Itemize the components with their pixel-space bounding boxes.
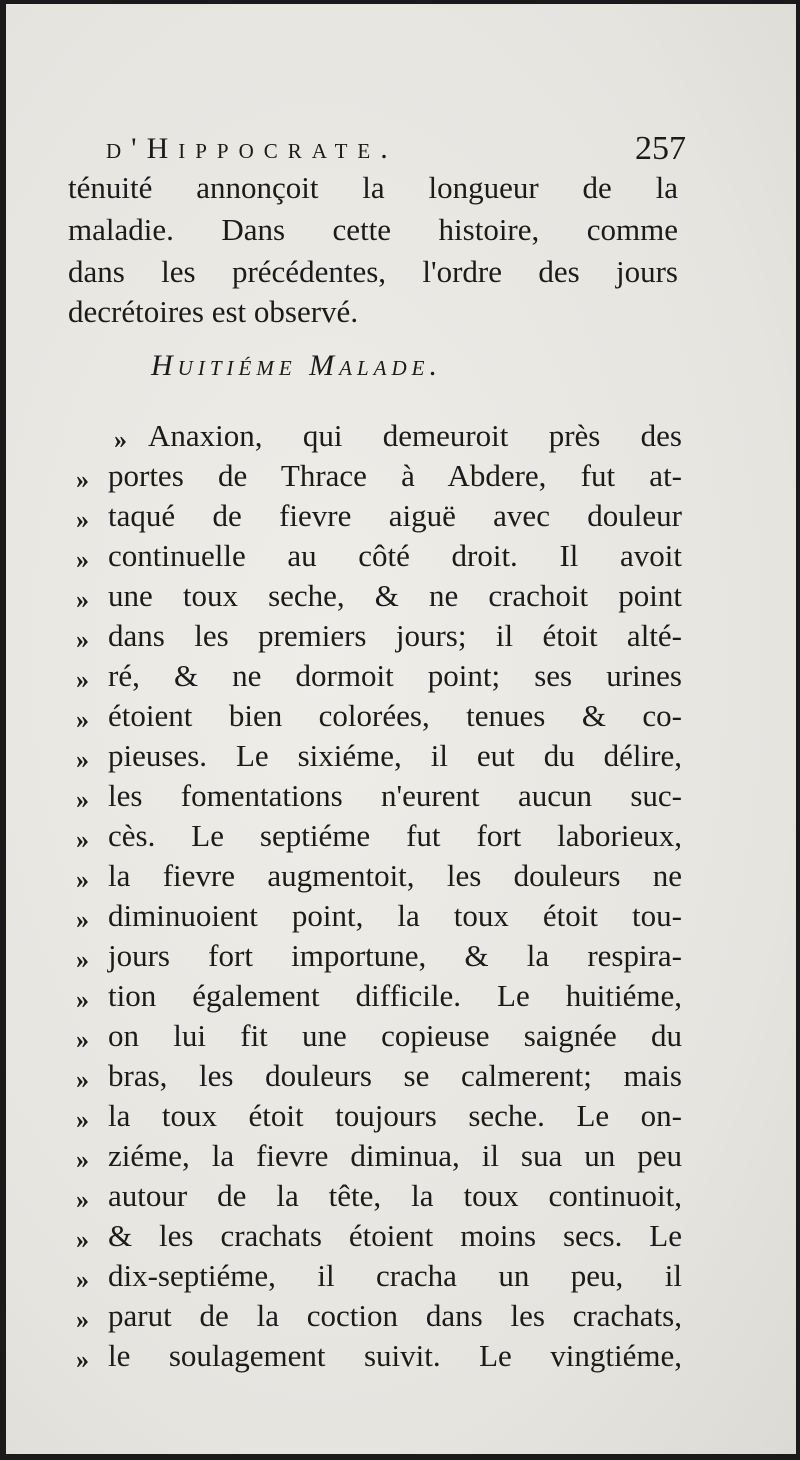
- section-title: Huitiéme Malade.: [151, 349, 442, 382]
- quote-mark: »: [76, 1105, 89, 1134]
- quote-mark: »: [76, 1305, 89, 1334]
- quote-mark: »: [76, 825, 89, 854]
- text-line: parut de la coction dans les crachats,: [108, 1298, 682, 1333]
- text-line: portes de Thrace à Abdere, fut at-: [108, 458, 682, 493]
- text-line: la toux étoit toujours seche. Le on-: [108, 1098, 682, 1133]
- quote-mark: »: [76, 1265, 89, 1294]
- quote-mark: »: [76, 785, 89, 814]
- quote-mark: »: [76, 1225, 89, 1254]
- text-line: ténuité annonçoit la longueur de la: [68, 170, 678, 205]
- quote-mark: »: [76, 625, 89, 654]
- quote-mark: »: [76, 545, 89, 574]
- page-number: 257: [635, 130, 686, 167]
- book-page: [6, 4, 796, 1454]
- text-line: ziéme, la fievre diminua, il sua un peu: [108, 1138, 682, 1173]
- quote-mark: »: [76, 905, 89, 934]
- quote-mark: »: [76, 585, 89, 614]
- quote-mark: »: [76, 1345, 89, 1374]
- text-line: dans les premiers jours; il étoit alté-: [108, 618, 682, 653]
- text-line: & les crachats étoient moins secs. Le: [108, 1218, 682, 1253]
- quote-mark: »: [76, 665, 89, 694]
- quote-mark: »: [76, 1025, 89, 1054]
- text-line: dix-septiéme, il cracha un peu, il: [108, 1258, 682, 1293]
- text-line: le soulagement suivit. Le vingtiéme,: [108, 1338, 682, 1373]
- text-line: jours fort importune, & la respira-: [108, 938, 682, 973]
- text-line: on lui fit une copieuse saignée du: [108, 1018, 682, 1053]
- text-line: decrétoires est observé.: [68, 294, 359, 329]
- text-line: continuelle au côté droit. Il avoit: [108, 538, 682, 573]
- quote-mark: »: [76, 865, 89, 894]
- text-line: maladie. Dans cette histoire, comme: [68, 212, 678, 247]
- text-line: bras, les douleurs se calmerent; mais: [108, 1058, 682, 1093]
- text-line: ré, & ne dormoit point; ses urines: [108, 658, 682, 693]
- text-line: étoient bien colorées, tenues & co-: [108, 698, 682, 733]
- quote-mark: »: [76, 945, 89, 974]
- quote-mark: »: [76, 505, 89, 534]
- quote-mark: »: [76, 745, 89, 774]
- text-line: autour de la tête, la toux continuoit,: [108, 1178, 682, 1213]
- text-line: pieuses. Le sixiéme, il eut du délire,: [108, 738, 682, 773]
- quote-mark: »: [76, 1185, 89, 1214]
- text-line: une toux seche, & ne crachoit point: [108, 578, 682, 613]
- running-head: d'Hippocrate.: [106, 132, 398, 165]
- quote-mark: »: [76, 705, 89, 734]
- quote-mark: »: [114, 425, 127, 454]
- quote-mark: »: [76, 1065, 89, 1094]
- text-line: la fievre augmentoit, les douleurs ne: [108, 858, 682, 893]
- text-line: taqué de fievre aiguë avec douleur: [108, 498, 682, 533]
- text-line: cès. Le septiéme fut fort laborieux,: [108, 818, 682, 853]
- quote-mark: »: [76, 1145, 89, 1174]
- quote-mark: »: [76, 985, 89, 1014]
- text-line: les fomentations n'eurent aucun suc-: [108, 778, 682, 813]
- text-line: diminuoient point, la toux étoit tou-: [108, 898, 682, 933]
- text-line: tion également difficile. Le huitiéme,: [108, 978, 682, 1013]
- text-line: dans les précédentes, l'ordre des jours: [68, 254, 678, 289]
- quote-mark: »: [76, 465, 89, 494]
- text-line: Anaxion, qui demeuroit près des: [148, 418, 682, 453]
